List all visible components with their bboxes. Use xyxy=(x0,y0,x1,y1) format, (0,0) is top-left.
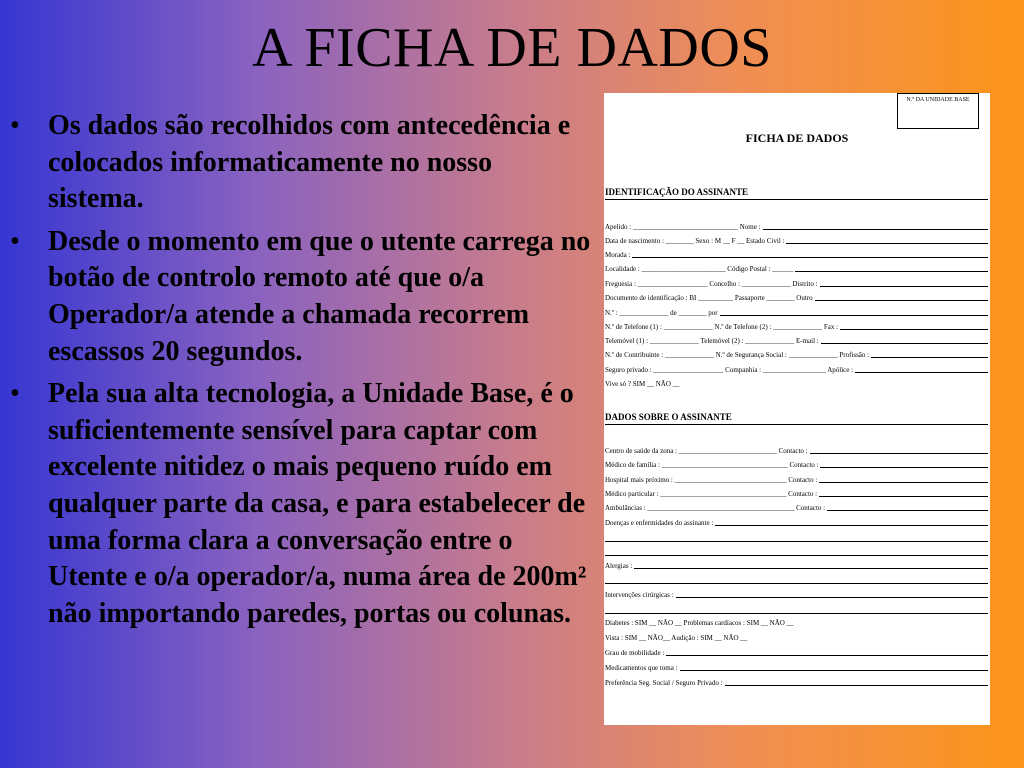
form-row: Seguro privado : ____________________ Companhia : __________________ Apólice : xyxy=(605,364,988,374)
bullet-dot: • xyxy=(10,378,20,410)
section-divider xyxy=(605,424,988,425)
form-row: Apelido : ______________________________ Nome : xyxy=(605,221,988,231)
form-row: Médico de família : ____________________________________ Contacto : xyxy=(605,459,988,469)
form-row: Médico particular : ____________________________________ Contacto : xyxy=(605,488,988,498)
blank-line xyxy=(605,583,988,584)
bullet-dot: • xyxy=(10,225,20,257)
form-row: Telemóvel (1) : ______________ Telemóvel (2) : ______________ E-mail : xyxy=(605,335,988,345)
bullet-text: Desde o momento em que o utente carrega no botão de controlo remoto até que o/a Operador/a atende a chamada recorrem escassos 20 segundos. xyxy=(48,225,591,367)
form-row: Ambulâncias : __________________________________________ Contacto : xyxy=(605,502,988,512)
form-row: Freguesia : ____________________ Concelho : ______________ Distrito : xyxy=(605,278,988,288)
form-row: Vive só ? SIM __ NÃO __ xyxy=(605,380,680,388)
form-row: Diabetes : SIM __ NÃO __ Problemas cardíacos : SIM __ NÃO __ xyxy=(605,619,794,627)
section-divider xyxy=(605,199,988,200)
form-row: Centro de saúde da zona : ____________________________ Contacto : xyxy=(605,445,988,455)
bullet-text: Os dados são recolhidos com antecedência e colocados informaticamente no nosso sistema. xyxy=(48,110,571,215)
form-row: Preferência Seg. Social / Seguro Privado : xyxy=(605,677,988,687)
section-subscriber-data-title: DADOS SOBRE O ASSINANTE xyxy=(605,412,732,422)
form-row: Vista : SIM __ NÃO__ Audição : SIM __ NÃO __ xyxy=(605,634,748,642)
blank-line xyxy=(605,613,988,614)
form-row: Medicamentos que toma : xyxy=(605,662,988,672)
form-title: FICHA DE DADOS xyxy=(745,131,849,145)
form-row: Documento de identificação : BI __________ Passaporte ________ Outro xyxy=(605,292,988,302)
section-identification-title: IDENTIFICAÇÃO DO ASSINANTE xyxy=(605,187,749,197)
form-row: Grau de mobilidade : xyxy=(605,647,988,657)
data-sheet-image xyxy=(604,93,990,725)
form-row: Localidade : ________________________ Código Postal : ______ xyxy=(605,263,988,273)
blank-line xyxy=(605,541,988,542)
bullet-list xyxy=(10,108,592,638)
blank-line xyxy=(605,555,988,556)
form-row: Alergias : xyxy=(605,560,988,570)
form-row: Hospital mais próximo : ________________________________ Contacto : xyxy=(605,474,988,484)
bullet-item xyxy=(10,224,592,370)
form-row: N.º de Telefone (1) : ______________ N.º de Telefone (2) : ______________ Fax : xyxy=(605,321,988,331)
bullet-item xyxy=(10,376,592,632)
bullet-dot: • xyxy=(10,110,20,141)
form-row: Morada : xyxy=(605,249,988,259)
unit-number-box: N.º DA UNIDADE BASE xyxy=(897,93,979,129)
form-row: N.º de Contribuinte : ______________ N.º de Segurança Social : ______________ Profissão : xyxy=(605,349,988,359)
bullet-item xyxy=(10,108,592,218)
slide-title: A FICHA DE DADOS xyxy=(252,17,772,79)
form-row: Data de nascimento : ________ Sexo : M __ F __ Estado Civil : xyxy=(605,235,988,245)
form-row: N.º : ______________ de ________ por xyxy=(605,307,988,317)
form-row: Intervenções cirúrgicas : xyxy=(605,589,988,599)
bullet-text: Pela sua alta tecnologia, a Unidade Base, é o suficientemente sensível para captar com excelente nitidez o mais pequeno ruído em qualquer parte da casa, e para estabelecer de uma forma clara a conversação entre o Utente e o/a operador/a, numa área de 200m² não importando paredes, portas ou colunas. xyxy=(48,378,587,629)
form-row: Doenças e enfermidades do assinante : xyxy=(605,517,988,527)
